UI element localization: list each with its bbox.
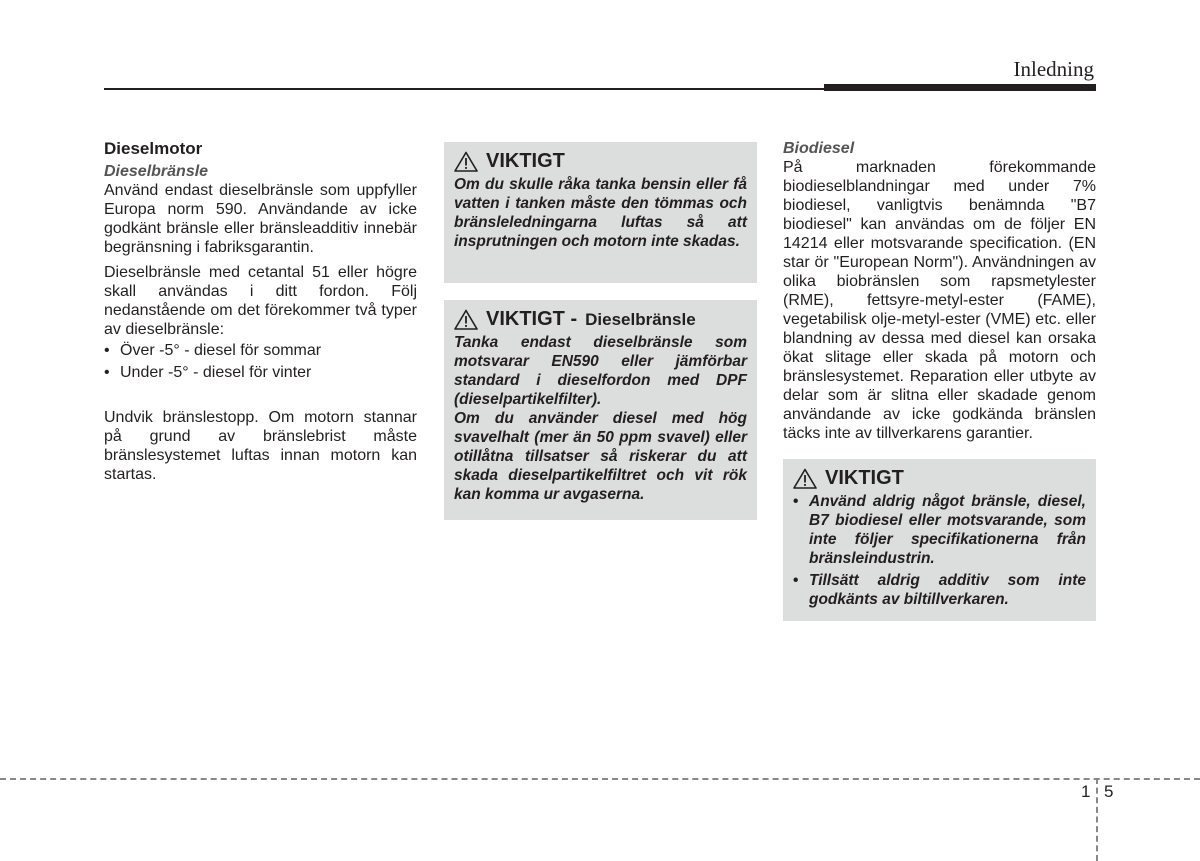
warning-title [793,468,1086,489]
warning-title-sub: Dieselbränsle [585,310,696,329]
warning-triangle-icon [454,309,478,330]
footer-divider [1096,778,1098,861]
warning-triangle-icon [454,151,478,172]
list-item: • Använd aldrig något bränsle, diesel, B7 biodiesel eller motsvarande, som inte följer specifikationerna från bränsleindustrin. [793,492,1086,568]
fuel-type-list [104,341,417,382]
right-column [783,139,1096,621]
warning-triangle-icon [793,468,817,489]
header-rule [104,88,1096,90]
section-title: Inledning [1013,57,1094,81]
middle-column [444,142,757,520]
warning-title-text: VIKTIGT - [486,308,578,330]
warning-box-biodiesel [783,459,1096,621]
warning-box-dieselbransle [444,300,757,520]
paragraph-cetantal: Dieselbränsle med cetantal 51 eller högre skall användas i ditt fordon. Följ nedanstående om det förekommer två typer av dieselbränsle: [104,264,417,338]
chapter-number: 1 [1081,782,1091,801]
warning-list [793,492,1086,609]
paragraph-biodiesel: På marknaden förekommande biodieselblandningar med under 7% biodiesel, vanligtvis benämnda "B7 biodiesel" kan användas om de följer EN 14214 eller motsvarande specification. (EN star ör "European Norm"). Användningen av olika biobränslen som rapsmetylester (RME), fettsyre-metyl-ester (FAME), vegetabilisk olje-metyl-ester (VME) etc. eller blandning av dessa med diesel kan orsaka ökat slitage eller skada på motorn och bränslesystemet. Reparation eller utbyte av delar som är slitna eller skadade genom användande av icke godkända bränslen täcks inte av tillverkarens garantier. [783,159,1096,442]
paragraph-norm: Använd endast dieselbränsle som uppfyller Europa norm 590. Användande av icke godkänt bränsle eller bränsleadditiv innebär begränsning i fabriksgarantin. [104,182,417,256]
subheading-dieselbransle: Dieselbränsle [104,163,209,180]
warning-text: Om du skulle råka tanka bensin eller få vatten i tanken måste den tömmas och bränsleledningarna luftas så att insprutningen och motorn inte skadas. [454,176,747,250]
warning-text: Om du använder diesel med hög svavelhalt (mer än 50 ppm svavel) eller otillåtna tillsatser så riskerar du att skada dieselpartikelfiltret och vit rök kan komma ur avgaserna. [454,410,747,503]
heading-dieselmotor: Dieselmotor [104,139,203,158]
list-item: • Över -5° - diesel för sommar [104,341,417,360]
subheading-biodiesel: Biodiesel [783,140,855,157]
paragraph-branslestopp: Undvik bränslestopp. Om motorn stannar på grund av bränslebrist måste bränslesystemet luftas innan motorn kan startas. [104,409,417,483]
left-column [104,139,417,484]
list-item: • Tillsätt aldrig additiv som inte godkänts av biltillverkaren. [793,571,1086,609]
warning-box-tankning [444,142,757,283]
list-item: • Under -5° - diesel för vinter [104,363,417,382]
page-number: 5 [1104,782,1114,801]
warning-title [454,309,747,330]
warning-text: Tanka endast dieselbränsle som motsvarar EN590 eller jämförbar standard i dieselfordon med DPF (dieselpartikelfilter). [454,334,747,408]
warning-title [454,151,747,172]
footer-rule [0,778,1200,780]
warning-title-text: VIKTIGT [486,150,565,172]
warning-title-text: VIKTIGT [825,467,904,489]
